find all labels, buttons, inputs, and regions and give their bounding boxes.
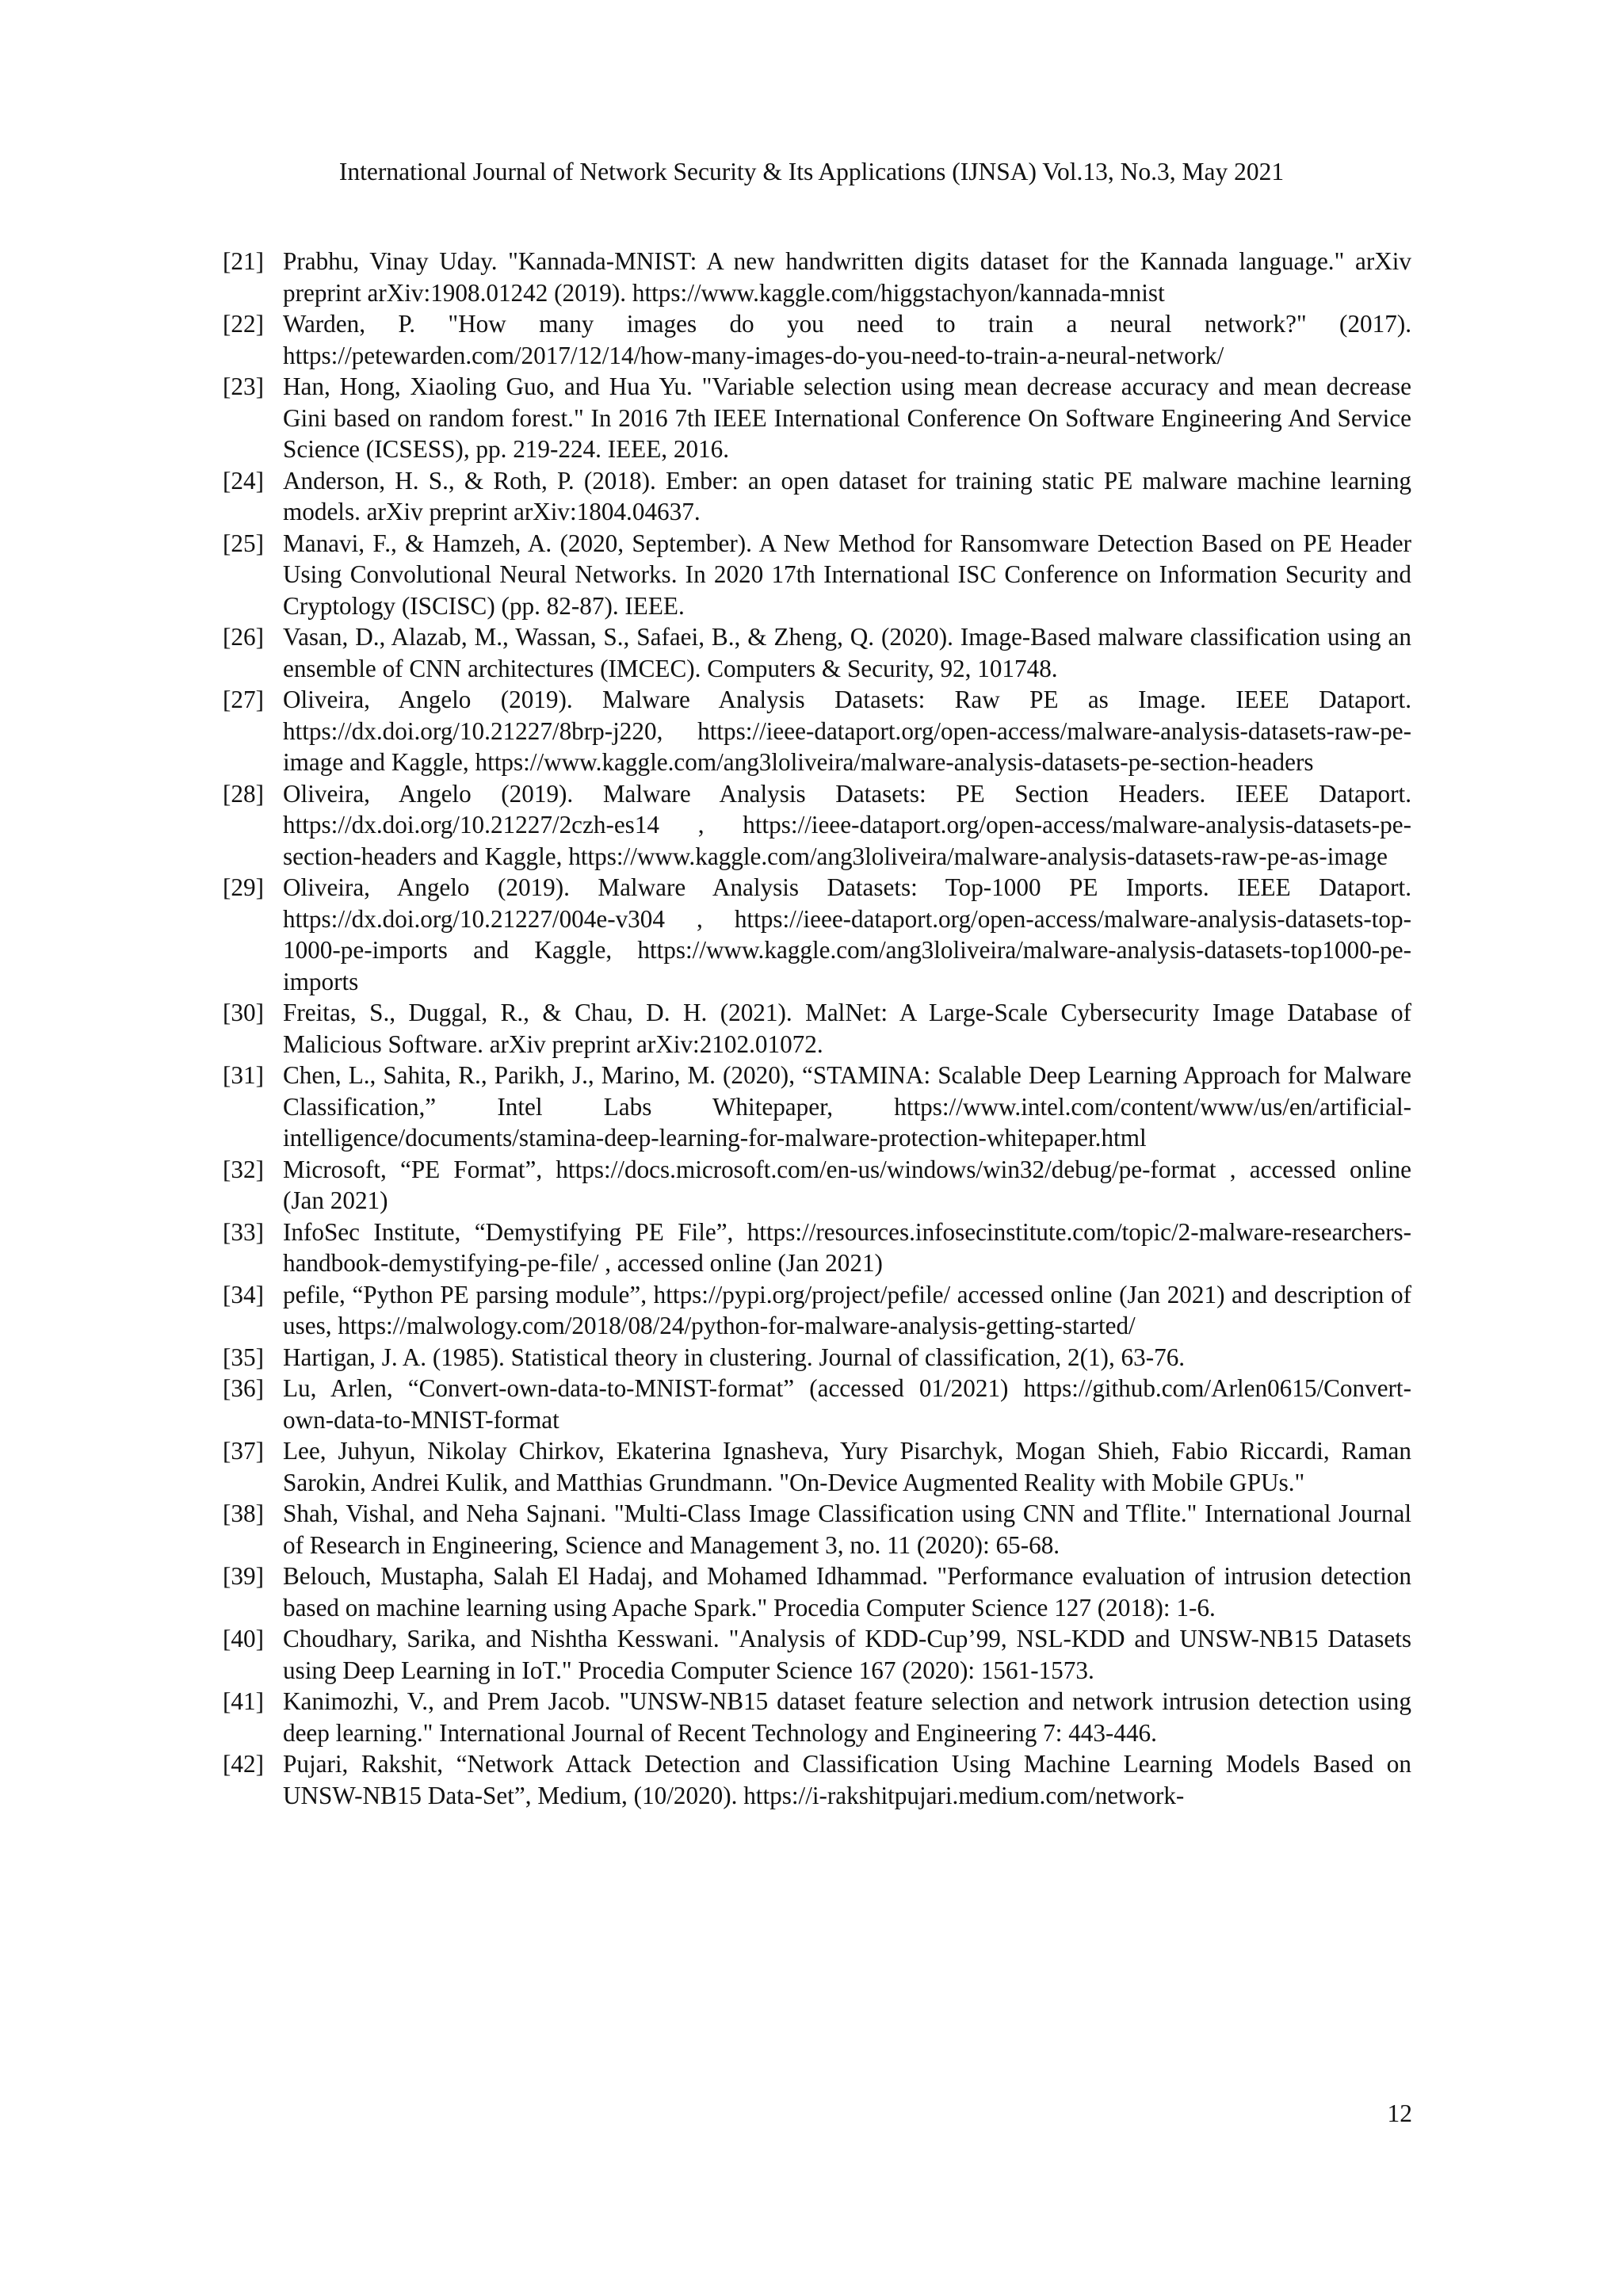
reference-item: [223, 246, 1411, 308]
reference-text: Prabhu, Vinay Uday. "Kannada-MNIST: A new handwritten digits dataset for the Kannada language." arXiv preprint arXiv:1908.01242 (2019). https://www.kaggle.com/higgstachyon/kannada-mnist: [283, 247, 1411, 307]
reference-number: [41]: [223, 1687, 264, 1715]
reference-item: [223, 997, 1411, 1060]
reference-item: [223, 621, 1411, 684]
reference-text: Choudhary, Sarika, and Nishtha Kesswani. "Analysis of KDD-Cup’99, NSL-KDD and UNSW-NB15 Datasets using Deep Learning in IoT." Procedia Computer Science 167 (2020): 1561-1573.: [283, 1625, 1411, 1684]
reference-number: [42]: [223, 1750, 264, 1778]
reference-item: [223, 1435, 1411, 1498]
reference-item: [223, 528, 1411, 622]
reference-item: [223, 1561, 1411, 1623]
reference-number: [40]: [223, 1625, 264, 1652]
reference-number: [22]: [223, 310, 264, 338]
reference-item: [223, 1342, 1411, 1373]
reference-item: [223, 1217, 1411, 1279]
reference-text: Anderson, H. S., & Roth, P. (2018). Ember: an open dataset for training static PE malware machine learning models. arXiv preprint arXiv:1804.04637.: [283, 466, 1411, 525]
reference-item: [223, 1060, 1411, 1154]
reference-number: [32]: [223, 1155, 264, 1183]
reference-number: [34]: [223, 1280, 264, 1308]
reference-text: Chen, L., Sahita, R., Parikh, J., Marino, M. (2020), “STAMINA: Scalable Deep Learning Approach for Malware Classification,” Intel Labs Whitepaper, https://www.intel.com/content/www/us/en/artificial-intelligence/documents/stamina-deep-learning-for-malware-protection-whitepaper.html: [283, 1061, 1411, 1152]
reference-text: Warden, P. "How many images do you need to train a neural network?" (2017). https://petewarden.com/2017/12/14/how-many-images-do-you-need-to-train-a-neural-network/: [283, 310, 1411, 369]
reference-text: Microsoft, “PE Format”, https://docs.microsoft.com/en-us/windows/win32/debug/pe-format , accessed online (Jan 2021): [283, 1155, 1411, 1214]
reference-item: [223, 872, 1411, 997]
reference-item: [223, 1279, 1411, 1342]
reference-number: [30]: [223, 999, 264, 1026]
reference-number: [23]: [223, 372, 264, 400]
reference-text: Oliveira, Angelo (2019). Malware Analysis Datasets: Raw PE as Image. IEEE Dataport. https://dx.doi.org/10.21227/8brp-j220, https://ieee-dataport.org/open-access/malware-analysis-datasets-raw-pe-image and Kaggle, https://www.kaggle.com/ang3loliveira/malware-analysis-datasets-pe-section-headers: [283, 686, 1411, 776]
reference-text: Belouch, Mustapha, Salah El Hadaj, and Mohamed Idhammad. "Performance evaluation of intrusion detection based on machine learning using Apache Spark." Procedia Computer Science 127 (2018): 1-6.: [283, 1562, 1411, 1622]
reference-text: Pujari, Rakshit, “Network Attack Detection and Classification Using Machine Learning Models Based on UNSW-NB15 Data-Set”, Medium, (10/2020). https://i-rakshitpujari.medium.com/network-: [283, 1750, 1411, 1809]
reference-number: [28]: [223, 779, 264, 808]
reference-text: Oliveira, Angelo (2019). Malware Analysis Datasets: Top-1000 PE Imports. IEEE Dataport. https://dx.doi.org/10.21227/004e-v304 , https://ieee-dataport.org/open-access/malware-analysis-datasets-top-1000-pe-imports and Kaggle, https://www.kaggle.com/ang3loliveira/malware-analysis-datasets-top1000-pe-imports: [283, 873, 1411, 995]
reference-number: [36]: [223, 1374, 264, 1402]
reference-list: [223, 246, 1411, 1811]
reference-number: [25]: [223, 529, 264, 557]
reference-text: Shah, Vishal, and Neha Sajnani. "Multi-Class Image Classification using CNN and Tflite." International Journal of Research in Engineering, Science and Management 3, no. 11 (2020): 65-68.: [283, 1499, 1411, 1559]
reference-number: [39]: [223, 1562, 264, 1590]
reference-text: Lee, Juhyun, Nikolay Chirkov, Ekaterina Ignasheva, Yury Pisarchyk, Mogan Shieh, Fabio Riccardi, Raman Sarokin, Andrei Kulik, and Matthias Grundmann. "On-Device Augmented Reality with Mobile GPUs.": [283, 1437, 1411, 1496]
reference-item: [223, 1154, 1411, 1217]
reference-text: Kanimozhi, V., and Prem Jacob. "UNSW-NB15 dataset feature selection and network intrusion detection using deep learning." International Journal of Recent Technology and Engineering 7: 443-446.: [283, 1687, 1411, 1747]
reference-number: [26]: [223, 623, 264, 651]
reference-item: [223, 1498, 1411, 1561]
reference-number: [38]: [223, 1499, 264, 1527]
reference-number: [24]: [223, 466, 264, 495]
reference-number: [33]: [223, 1217, 264, 1246]
running-header: International Journal of Network Security & Its Applications (IJNSA) Vol.13, No.3, May 2021: [338, 158, 1285, 185]
reference-text: InfoSec Institute, “Demystifying PE File”, https://resources.infosecinstitute.com/topic/2-malware-researchers-handbook-demystifying-pe-file/ , accessed online (Jan 2021): [283, 1217, 1411, 1277]
reference-item: [223, 1748, 1411, 1811]
reference-number: [29]: [223, 873, 264, 901]
reference-item: [223, 684, 1411, 778]
page-number: 12: [1387, 2099, 1412, 2127]
reference-item: [223, 308, 1411, 371]
reference-text: Manavi, F., & Hamzeh, A. (2020, September). A New Method for Ransomware Detection Based on PE Header Using Convolutional Neural Networks. In 2020 17th International ISC Conference on Information Security and Cryptology (ISCISC) (pp. 82-87). IEEE.: [283, 529, 1411, 620]
reference-item: [223, 1623, 1411, 1686]
reference-item: [223, 465, 1411, 528]
reference-item: [223, 778, 1411, 873]
reference-text: pefile, “Python PE parsing module”, https://pypi.org/project/pefile/ accessed online (Jan 2021) and description of uses, https://malwology.com/2018/08/24/python-for-malware-analysis-getting-started/: [283, 1280, 1411, 1339]
reference-number: [31]: [223, 1061, 264, 1089]
reference-text: Han, Hong, Xiaoling Guo, and Hua Yu. "Variable selection using mean decrease accuracy and mean decrease Gini based on random forest." In 2016 7th IEEE International Conference On Software Engineering And Service Science (ICSESS), pp. 219-224. IEEE, 2016.: [283, 372, 1411, 463]
reference-number: [21]: [223, 247, 264, 275]
reference-item: [223, 1373, 1411, 1435]
reference-item: [223, 1686, 1411, 1748]
reference-text: Oliveira, Angelo (2019). Malware Analysis Datasets: PE Section Headers. IEEE Dataport. https://dx.doi.org/10.21227/2czh-es14 , https://ieee-dataport.org/open-access/malware-analysis-datasets-pe-section-headers and Kaggle, https://www.kaggle.com/ang3loliveira/malware-analysis-datasets-raw-pe-as-image: [283, 779, 1411, 870]
reference-text: Freitas, S., Duggal, R., & Chau, D. H. (2021). MalNet: A Large-Scale Cybersecurity Image Database of Malicious Software. arXiv preprint arXiv:2102.01072.: [283, 999, 1411, 1058]
reference-number: [27]: [223, 686, 264, 713]
reference-number: [37]: [223, 1437, 264, 1465]
reference-text: Lu, Arlen, “Convert-own-data-to-MNIST-format” (accessed 01/2021) https://github.com/Arlen0615/Convert-own-data-to-MNIST-format: [283, 1374, 1411, 1434]
reference-item: [223, 371, 1411, 465]
reference-text: Vasan, D., Alazab, M., Wassan, S., Safaei, B., & Zheng, Q. (2020). Image-Based malware classification using an ensemble of CNN architectures (IMCEC). Computers & Security, 92, 101748.: [283, 623, 1411, 682]
reference-number: [35]: [223, 1343, 264, 1371]
reference-text: Hartigan, J. A. (1985). Statistical theory in clustering. Journal of classification, 2(1), 63-76.: [283, 1343, 1186, 1371]
